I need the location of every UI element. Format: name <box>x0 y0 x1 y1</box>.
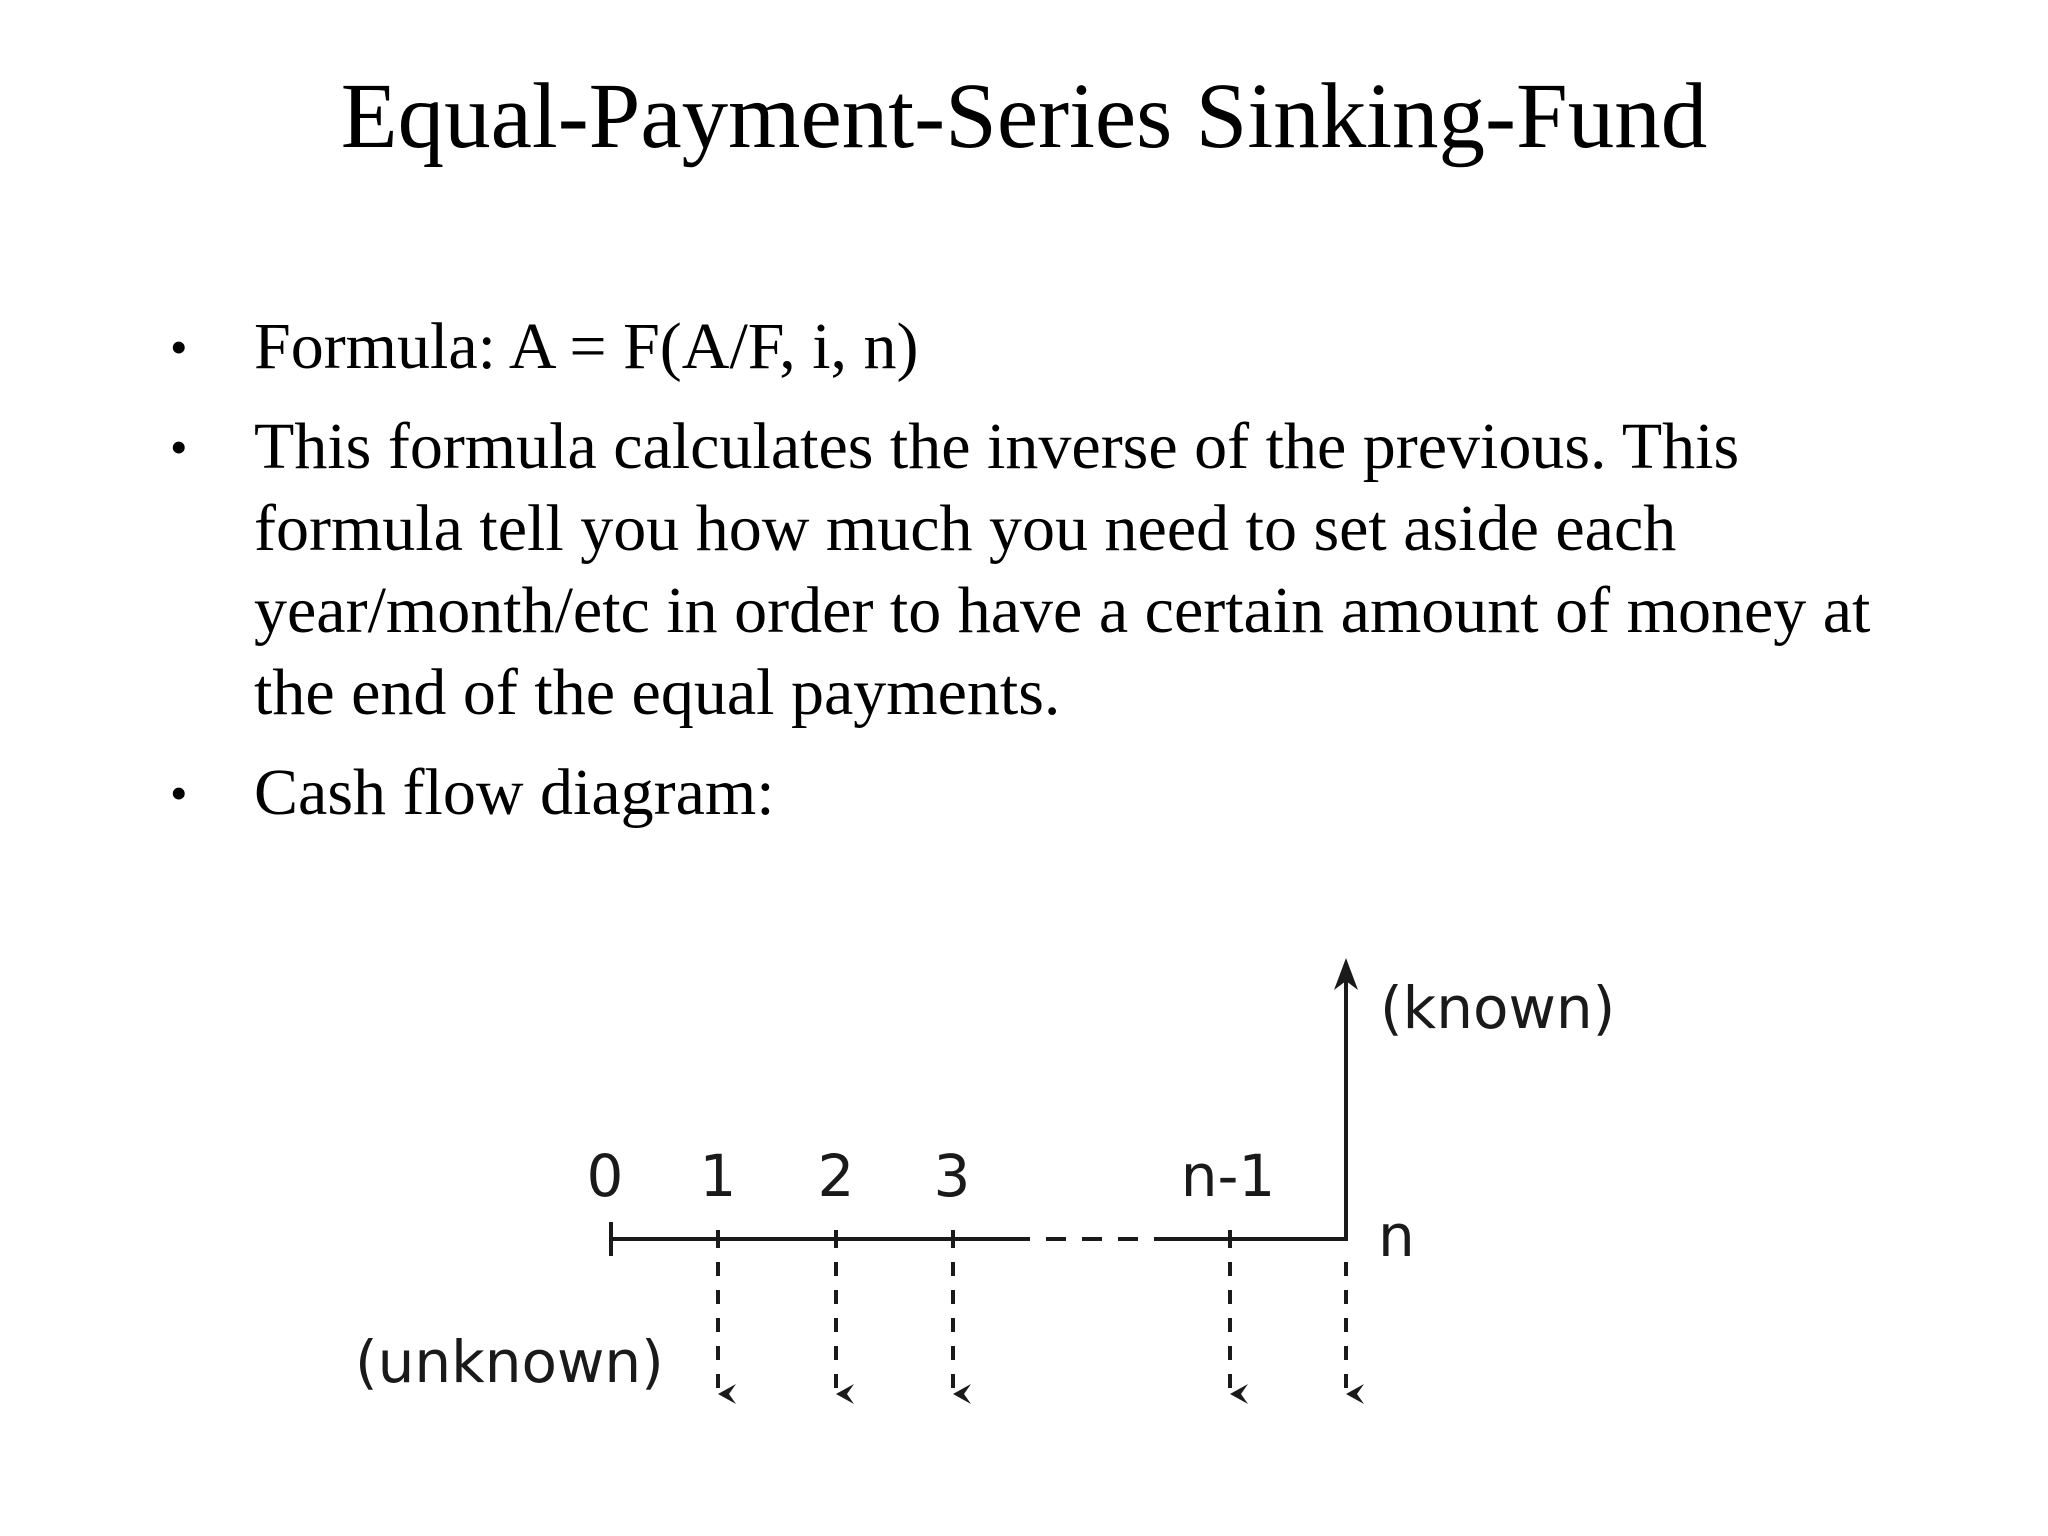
period-label-2: 2 <box>817 1142 855 1210</box>
bullet-list <box>0 306 2048 852</box>
bullet-description <box>0 406 1894 734</box>
bullet-dot: • <box>170 765 188 821</box>
slide-title: Equal-Payment-Series Sinking-Fund <box>340 65 1708 168</box>
period-label-n-1: n-1 <box>1180 1142 1276 1210</box>
period-label-0: 0 <box>586 1142 624 1210</box>
unknown-label: (unknown) <box>355 1328 664 1396</box>
bullet-formula <box>0 306 1894 388</box>
bullet-text: Formula: A = F(A/F, i, n) <box>254 310 919 383</box>
bullet-dot: • <box>170 319 188 375</box>
known-arrow-head <box>1334 958 1358 990</box>
known-label: (known) <box>1380 974 1616 1042</box>
period-label-n: n <box>1378 1202 1415 1270</box>
period-label-1: 1 <box>699 1142 737 1210</box>
bullet-dot: • <box>170 419 188 475</box>
period-label-3: 3 <box>933 1142 971 1210</box>
bullet-diagram-intro <box>0 752 1894 834</box>
bullet-text: This formula calculates the inverse of the previous. This formula tell you how much you need to set aside each year/month/etc in order to have a certain amount of money at the end of the equal payments. <box>254 410 1871 729</box>
bullet-text: Cash flow diagram: <box>254 756 775 829</box>
